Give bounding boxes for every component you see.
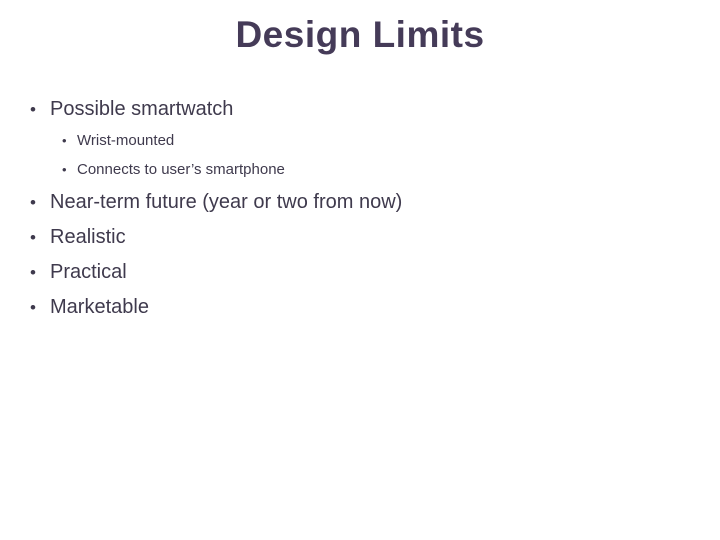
- bullet-marker: •: [30, 263, 36, 282]
- slide-title: Design Limits: [235, 14, 485, 55]
- bullet-text: Near-term future (year or two from now): [50, 191, 403, 213]
- bullet-item: [30, 189, 670, 216]
- bullet-marker: •: [30, 228, 36, 247]
- slide-body: [30, 96, 670, 321]
- bullet-text: Connects to user’s smartphone: [77, 161, 285, 178]
- bullet-marker: •: [30, 193, 36, 212]
- bullet-item: [30, 259, 670, 286]
- bullet-text: Realistic: [50, 226, 126, 248]
- bullet-text: Possible smartwatch: [50, 98, 234, 120]
- bullet-marker: •: [62, 133, 67, 148]
- bullet-text: Marketable: [50, 296, 149, 318]
- bullet-item: [30, 96, 670, 123]
- bullet-text: Practical: [50, 261, 127, 283]
- bullet-marker: •: [30, 298, 36, 317]
- bullet-marker: •: [62, 162, 67, 177]
- sub-bullet-item: [62, 130, 670, 152]
- bullet-item: [30, 294, 670, 321]
- bullet-item: [30, 224, 670, 251]
- sub-bullet-item: [62, 159, 670, 181]
- bullet-marker: •: [30, 100, 36, 119]
- bullet-text: Wrist-mounted: [77, 132, 175, 149]
